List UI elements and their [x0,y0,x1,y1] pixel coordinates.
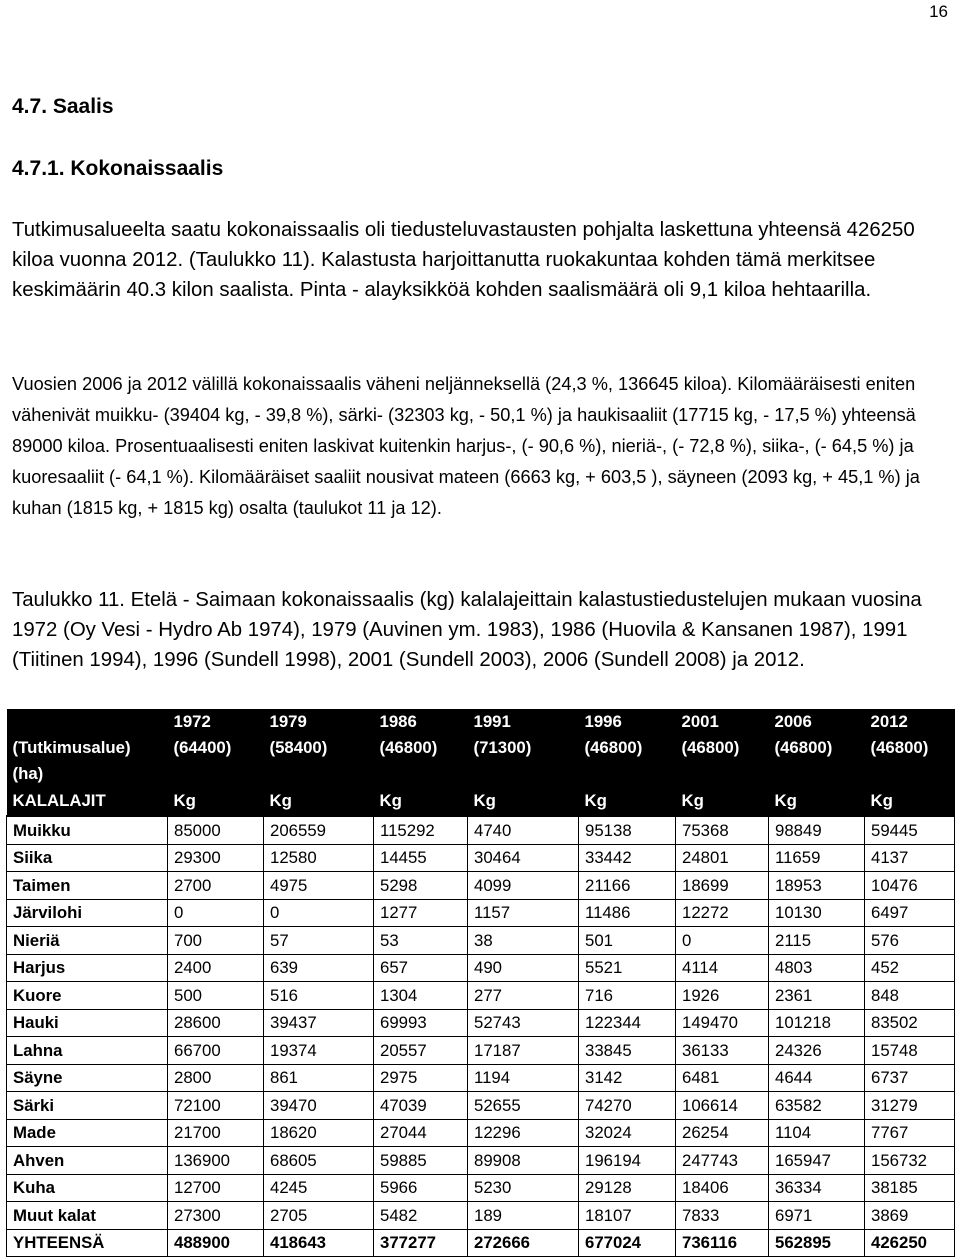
header-ha-label: (ha) [12,764,44,783]
total-value: 736116 [676,1229,769,1257]
catch-table [6,709,955,1257]
catch-value: 206559 [264,816,374,844]
header-year: 1991 [473,712,511,731]
catch-value: 74270 [579,1092,676,1120]
catch-value: 18699 [676,872,769,900]
catch-value: 3869 [865,1202,955,1230]
header-year: 2001 [681,712,719,731]
catch-value: 68605 [264,1147,374,1175]
catch-value: 4644 [769,1064,865,1092]
catch-value: 38 [468,927,579,955]
catch-value: 4114 [676,954,769,982]
header-area: (46800) [379,738,438,757]
catch-value: 15748 [865,1037,955,1065]
catch-value: 189 [468,1202,579,1230]
catch-value: 500 [168,982,264,1010]
total-row [7,1229,955,1257]
species-name: Ahven [7,1147,168,1175]
catch-value: 861 [264,1064,374,1092]
catch-value: 31279 [865,1092,955,1120]
catch-value: 29300 [168,844,264,872]
catch-value: 165947 [769,1147,865,1175]
catch-value: 85000 [168,816,264,844]
catch-value: 21166 [579,872,676,900]
total-value: 677024 [579,1229,676,1257]
catch-value: 27300 [168,1202,264,1230]
header-area: (46800) [584,738,643,757]
catch-value: 196194 [579,1147,676,1175]
catch-value: 3142 [579,1064,676,1092]
catch-value: 18107 [579,1202,676,1230]
header-corner [7,709,168,735]
header-filler [168,761,955,787]
catch-value: 247743 [676,1147,769,1175]
catch-value: 95138 [579,816,676,844]
table-row [7,872,955,900]
species-name: Muikku [7,816,168,844]
catch-value: 5482 [374,1202,468,1230]
catch-value: 0 [168,899,264,927]
total-label: YHTEENSÄ [7,1229,168,1257]
header-area-label: (Tutkimusalue) [12,738,131,757]
table-row [7,954,955,982]
catch-value: 11486 [579,899,676,927]
catch-value: 53 [374,927,468,955]
header-unit: Kg [769,787,865,816]
catch-value: 17187 [468,1037,579,1065]
catch-value: 12272 [676,899,769,927]
species-name: Hauki [7,1009,168,1037]
table-row [7,816,955,844]
species-name: Säyne [7,1064,168,1092]
catch-value: 136900 [168,1147,264,1175]
catch-value: 24326 [769,1037,865,1065]
catch-value: 36334 [769,1174,865,1202]
catch-value: 47039 [374,1092,468,1120]
catch-value: 2705 [264,1202,374,1230]
catch-value: 12700 [168,1174,264,1202]
catch-value: 2800 [168,1064,264,1092]
header-unit: Kg [374,787,468,816]
header-year: 2012 [870,712,908,731]
paragraph-total-catch: Tutkimusalueelta saatu kokonaissaalis oli tiedusteluvastausten pohjalta laskettuna yhteensä 426250 kiloa vuonna 2012. (Taulukko 11). Kalastusta harjoittanutta ruokakuntaa kohden tämä merkitsee keskimäärin 40.3 kilon saalista. Pinta - alayksikköä kohden saalismäärä oli 9,1 kiloa hehtaarilla. [12,219,915,301]
catch-value: 639 [264,954,374,982]
header-year: 1972 [173,712,211,731]
catch-value: 516 [264,982,374,1010]
table-row [7,1037,955,1065]
species-name: Kuore [7,982,168,1010]
catch-value: 1157 [468,899,579,927]
catch-value: 4740 [468,816,579,844]
catch-value: 39470 [264,1092,374,1120]
catch-value: 5521 [579,954,676,982]
species-name: Siika [7,844,168,872]
catch-value: 39437 [264,1009,374,1037]
catch-value: 101218 [769,1009,865,1037]
catch-value: 28600 [168,1009,264,1037]
catch-value: 4137 [865,844,955,872]
catch-value: 36133 [676,1037,769,1065]
catch-value: 7833 [676,1202,769,1230]
table-row [7,1009,955,1037]
catch-value: 1194 [468,1064,579,1092]
page-number: 16 [929,2,948,21]
catch-value: 490 [468,954,579,982]
catch-value: 33845 [579,1037,676,1065]
total-value: 272666 [468,1229,579,1257]
header-unit: Kg [865,787,955,816]
catch-value: 18953 [769,872,865,900]
total-value: 377277 [374,1229,468,1257]
header-unit: Kg [264,787,374,816]
catch-value: 33442 [579,844,676,872]
header-year: 1996 [584,712,622,731]
species-name: Taimen [7,872,168,900]
species-name: Made [7,1119,168,1147]
catch-value: 149470 [676,1009,769,1037]
catch-value: 2975 [374,1064,468,1092]
header-area: (64400) [173,738,232,757]
table-row [7,1092,955,1120]
catch-value: 24801 [676,844,769,872]
species-name: Harjus [7,954,168,982]
catch-value: 1104 [769,1119,865,1147]
table-row [7,927,955,955]
header-area: (71300) [473,738,532,757]
catch-value: 106614 [676,1092,769,1120]
table-row [7,1064,955,1092]
subsection-heading: 4.7.1. Kokonaissaalis [12,157,224,180]
catch-value: 156732 [865,1147,955,1175]
catch-value: 4245 [264,1174,374,1202]
catch-value: 5966 [374,1174,468,1202]
header-area: (46800) [870,738,929,757]
catch-value: 576 [865,927,955,955]
total-value: 426250 [865,1229,955,1257]
species-name: Kuha [7,1174,168,1202]
species-name: Nieriä [7,927,168,955]
catch-value: 19374 [264,1037,374,1065]
catch-value: 26254 [676,1119,769,1147]
catch-value: 38185 [865,1174,955,1202]
catch-value: 501 [579,927,676,955]
catch-value: 75368 [676,816,769,844]
catch-value: 4975 [264,872,374,900]
catch-value: 5298 [374,872,468,900]
catch-value: 11659 [769,844,865,872]
total-value: 488900 [168,1229,264,1257]
total-value: 418643 [264,1229,374,1257]
catch-value: 277 [468,982,579,1010]
catch-value: 59445 [865,816,955,844]
catch-value: 7767 [865,1119,955,1147]
catch-value: 12580 [264,844,374,872]
header-area-row [7,735,955,761]
header-year: 2006 [774,712,812,731]
catch-value: 115292 [374,816,468,844]
header-year: 1986 [379,712,417,731]
header-unit: Kg [168,787,264,816]
catch-value: 6481 [676,1064,769,1092]
header-area: (46800) [681,738,740,757]
catch-value: 57 [264,927,374,955]
species-column-header: KALALAJIT [7,787,168,816]
catch-value: 6497 [865,899,955,927]
section-heading: 4.7. Saalis [12,95,114,118]
catch-value: 2115 [769,927,865,955]
catch-value: 122344 [579,1009,676,1037]
catch-value: 30464 [468,844,579,872]
catch-value: 1926 [676,982,769,1010]
species-name: Lahna [7,1037,168,1065]
table-row [7,1202,955,1230]
catch-value: 6737 [865,1064,955,1092]
catch-value: 27044 [374,1119,468,1147]
catch-value: 63582 [769,1092,865,1120]
catch-value: 4803 [769,954,865,982]
species-name: Särki [7,1092,168,1120]
paragraph-catch-change: Vuosien 2006 ja 2012 välillä kokonaissaalis väheni neljänneksellä (24,3 %, 136645 kiloa). Kilomääräisesti eniten vähenivät muikku- (39404 kg, - 39,8 %), särki- (32303 kg, - 50,1 %) ja haukisaaliit (17715 kg, - 17,5 %) yhteensä 89000 kiloa. Prosentuaalisesti eniten laskivat kuitenkin harjus-, (- 90,6 %), nieriä-, (- 72,8 %), siika-, (- 64,5 %) ja kuoresaaliit (- 64,1 %). Kilomääräiset saaliit nousivat mateen (6663 kg, + 603,5 ), säyneen (2093 kg, + 45,1 %) ja kuhan (1815 kg, + 1815 kg) osalta (taulukot 11 ja 12). [12,374,920,518]
catch-value: 29128 [579,1174,676,1202]
catch-value: 2700 [168,872,264,900]
catch-value: 18620 [264,1119,374,1147]
header-unit: Kg [468,787,579,816]
catch-value: 18406 [676,1174,769,1202]
header-area: (46800) [774,738,833,757]
header-years-row [7,709,955,735]
total-value: 562895 [769,1229,865,1257]
catch-value: 6971 [769,1202,865,1230]
table-row [7,1174,955,1202]
catch-value: 66700 [168,1037,264,1065]
catch-value: 59885 [374,1147,468,1175]
catch-value: 52655 [468,1092,579,1120]
header-unit: Kg [579,787,676,816]
catch-value: 700 [168,927,264,955]
catch-value: 10476 [865,872,955,900]
table-row [7,899,955,927]
catch-value: 0 [264,899,374,927]
catch-value: 452 [865,954,955,982]
table-caption: Taulukko 11. Etelä - Saimaan kokonaissaalis (kg) kalalajeittain kalastustiedustelujen mukaan vuosina 1972 (Oy Vesi - Hydro Ab 1974), 1979 (Auvinen ym. 1983), 1986 (Huovila & Kansanen 1987), 1991 (Tiitinen 1994), 1996 (Sundell 1998), 2001 (Sundell 2003), 2006 (Sundell 2008) ja 2012. [12,589,922,671]
table-row [7,1119,955,1147]
catch-value: 52743 [468,1009,579,1037]
catch-value: 2361 [769,982,865,1010]
catch-value: 21700 [168,1119,264,1147]
catch-value: 89908 [468,1147,579,1175]
catch-value: 848 [865,982,955,1010]
catch-value: 12296 [468,1119,579,1147]
catch-value: 1277 [374,899,468,927]
species-name: Muut kalat [7,1202,168,1230]
catch-value: 98849 [769,816,865,844]
catch-value: 5230 [468,1174,579,1202]
catch-value: 83502 [865,1009,955,1037]
catch-value: 20557 [374,1037,468,1065]
catch-value: 716 [579,982,676,1010]
catch-value: 657 [374,954,468,982]
catch-value: 10130 [769,899,865,927]
header-unit: Kg [676,787,769,816]
catch-value: 4099 [468,872,579,900]
catch-value: 2400 [168,954,264,982]
species-name: Järvilohi [7,899,168,927]
catch-value: 32024 [579,1119,676,1147]
table-row [7,844,955,872]
header-units-row [7,787,955,816]
header-ha-row [7,761,955,787]
catch-value: 69993 [374,1009,468,1037]
table-row [7,982,955,1010]
catch-value: 1304 [374,982,468,1010]
header-year: 1979 [269,712,307,731]
catch-value: 0 [676,927,769,955]
header-area: (58400) [269,738,328,757]
table-row [7,1147,955,1175]
catch-value: 72100 [168,1092,264,1120]
catch-value: 14455 [374,844,468,872]
